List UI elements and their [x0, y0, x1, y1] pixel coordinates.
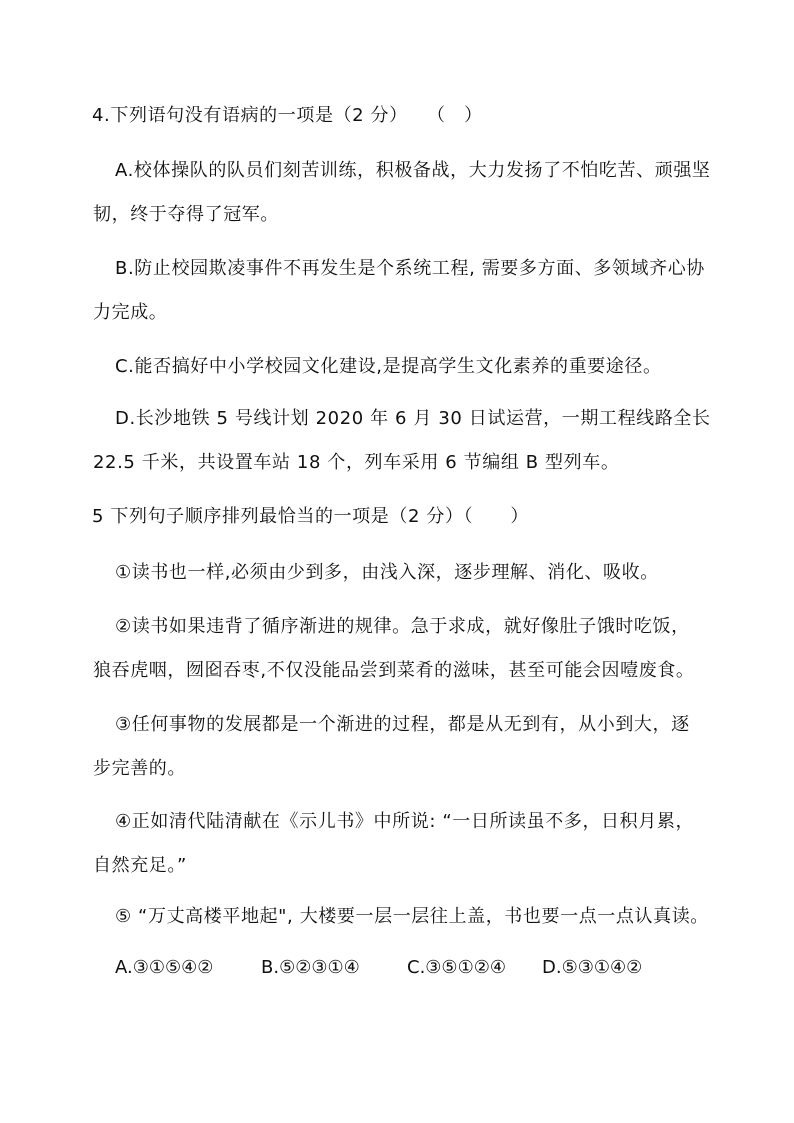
question-5-stem: 5 下列句子顺序排列最恰当的一项是（2 分）（ ） — [92, 506, 529, 527]
sentence-3-cont: 步完善的。 — [93, 758, 186, 779]
question-4-option-b-cont: 力完成。 — [93, 302, 168, 323]
question-4-option-d-cont: 22.5 千米，共设置车站 18 个，列车采用 6 节编组 B 型列车。 — [93, 452, 620, 473]
sentence-3: ③任何事物的发展都是一个渐进的过程，都是从无到有，从小到大，逐 — [115, 714, 690, 735]
question-5-option-d: D.⑤③①④② — [542, 957, 643, 978]
sentence-5: ⑤ “万丈高楼平地起", 大楼要一层一层往上盖，书也要一点一点认真读。 — [115, 906, 709, 927]
sentence-2-cont: 狼吞虎咽，囫囵吞枣,不仅没能品尝到菜肴的滋味，甚至可能会因噎废食。 — [93, 660, 695, 681]
question-5-option-a: A.③①⑤④② — [115, 957, 214, 978]
question-4-option-a: A.校体操队的队员们刻苦训练，积极备战，大力发扬了不怕吃苦、顽强坚 — [115, 160, 711, 181]
question-5-option-c: C.③⑤①②④ — [407, 957, 506, 978]
question-4-option-d: D.长沙地铁 5 号线计划 2020 年 6 月 30 日试运营，一期工程线路全长 — [115, 408, 711, 429]
question-4-stem: 4.下列语句没有语病的一项是（2 分） （ ） — [92, 105, 483, 126]
question-4-option-a-cont: 韧，终于夺得了冠军。 — [93, 204, 279, 225]
question-4-option-b: B.防止校园欺凌事件不再发生是个系统工程, 需要多方面、多领域齐心协 — [115, 258, 705, 279]
sentence-2: ②读书如果违背了循序渐进的规律。急于求成，就好像肚子饿时吃饭， — [115, 616, 690, 637]
question-4-option-c: C.能否搞好中小学校园文化建设,是提高学生文化素养的重要途径。 — [115, 356, 662, 377]
sentence-4: ④正如清代陆清献在《示儿书》中所说: “一日所读虽不多，日积月累， — [115, 811, 695, 832]
sentence-4-cont: 自然充足。” — [93, 855, 187, 876]
question-5-option-b: B.⑤②③①④ — [261, 957, 360, 978]
sentence-1: ①读书也一样,必须由少到多，由浅入深，逐步理解、消化、吸收。 — [115, 562, 659, 583]
